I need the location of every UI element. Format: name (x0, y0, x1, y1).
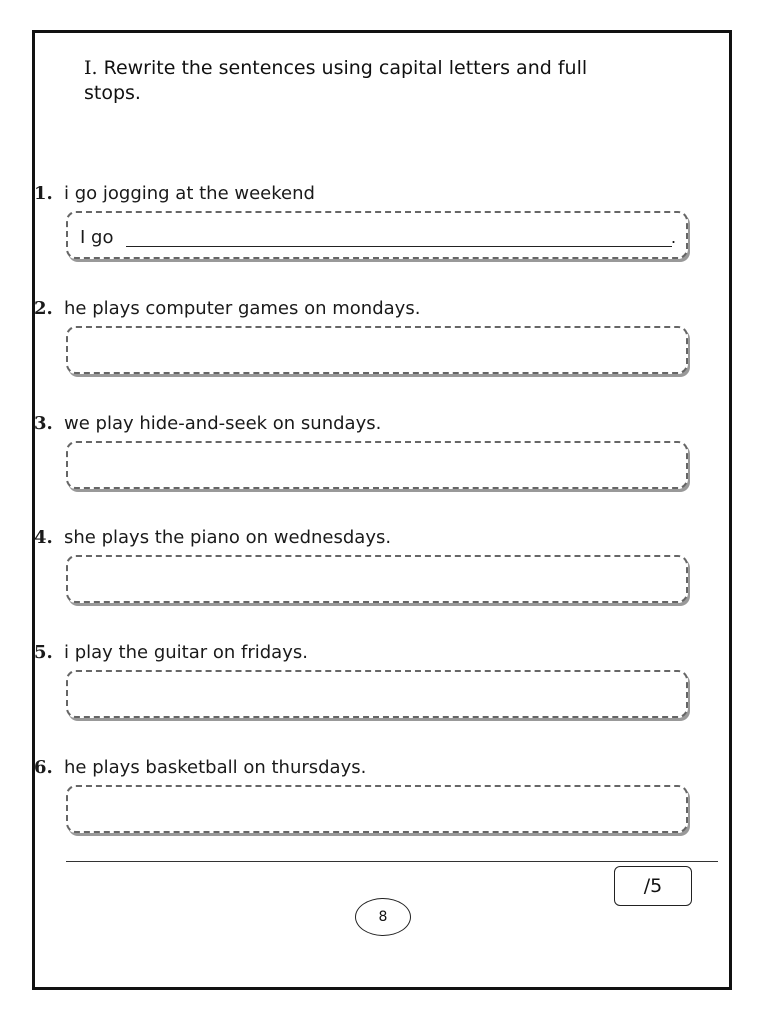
question-sentence: we play hide-and-seek on sundays. (64, 413, 382, 434)
question-sentence: he plays computer games on mondays. (64, 298, 421, 319)
question-sentence: i go jogging at the weekend (64, 183, 315, 204)
answer-box-3[interactable] (66, 441, 688, 489)
page-number: 8 (355, 898, 411, 936)
instruction-text: Rewrite the sentences using capital letters and full stops. (84, 57, 588, 104)
footer-divider (66, 861, 718, 862)
instruction-number: I. (84, 57, 98, 79)
question-sentence: he plays basketball on thursdays. (64, 757, 367, 778)
answer-box-6[interactable] (66, 785, 688, 833)
question-sentence: she plays the piano on wednesdays. (64, 527, 392, 548)
answer-line (126, 246, 672, 247)
question-text (34, 757, 366, 778)
page-frame (32, 30, 732, 990)
answer-box-1[interactable] (66, 211, 688, 259)
question-number: 4. (34, 527, 53, 548)
question-text (34, 298, 420, 319)
question-number: 1. (34, 183, 53, 204)
score-box: /5 (614, 866, 692, 906)
answer-prefix: I go (80, 227, 114, 248)
question-sentence: i play the guitar on fridays. (64, 642, 308, 663)
question-number: 3. (34, 413, 53, 434)
question-number: 5. (34, 642, 53, 663)
question-text (34, 183, 315, 204)
answer-box-4[interactable] (66, 555, 688, 603)
answer-box-2[interactable] (66, 326, 688, 374)
answer-full-stop: . (670, 227, 676, 247)
question-text (34, 642, 308, 663)
question-text (34, 527, 391, 548)
instruction (84, 56, 644, 106)
question-text (34, 413, 381, 434)
answer-box-5[interactable] (66, 670, 688, 718)
question-number: 6. (34, 757, 53, 778)
question-number: 2. (34, 298, 53, 319)
